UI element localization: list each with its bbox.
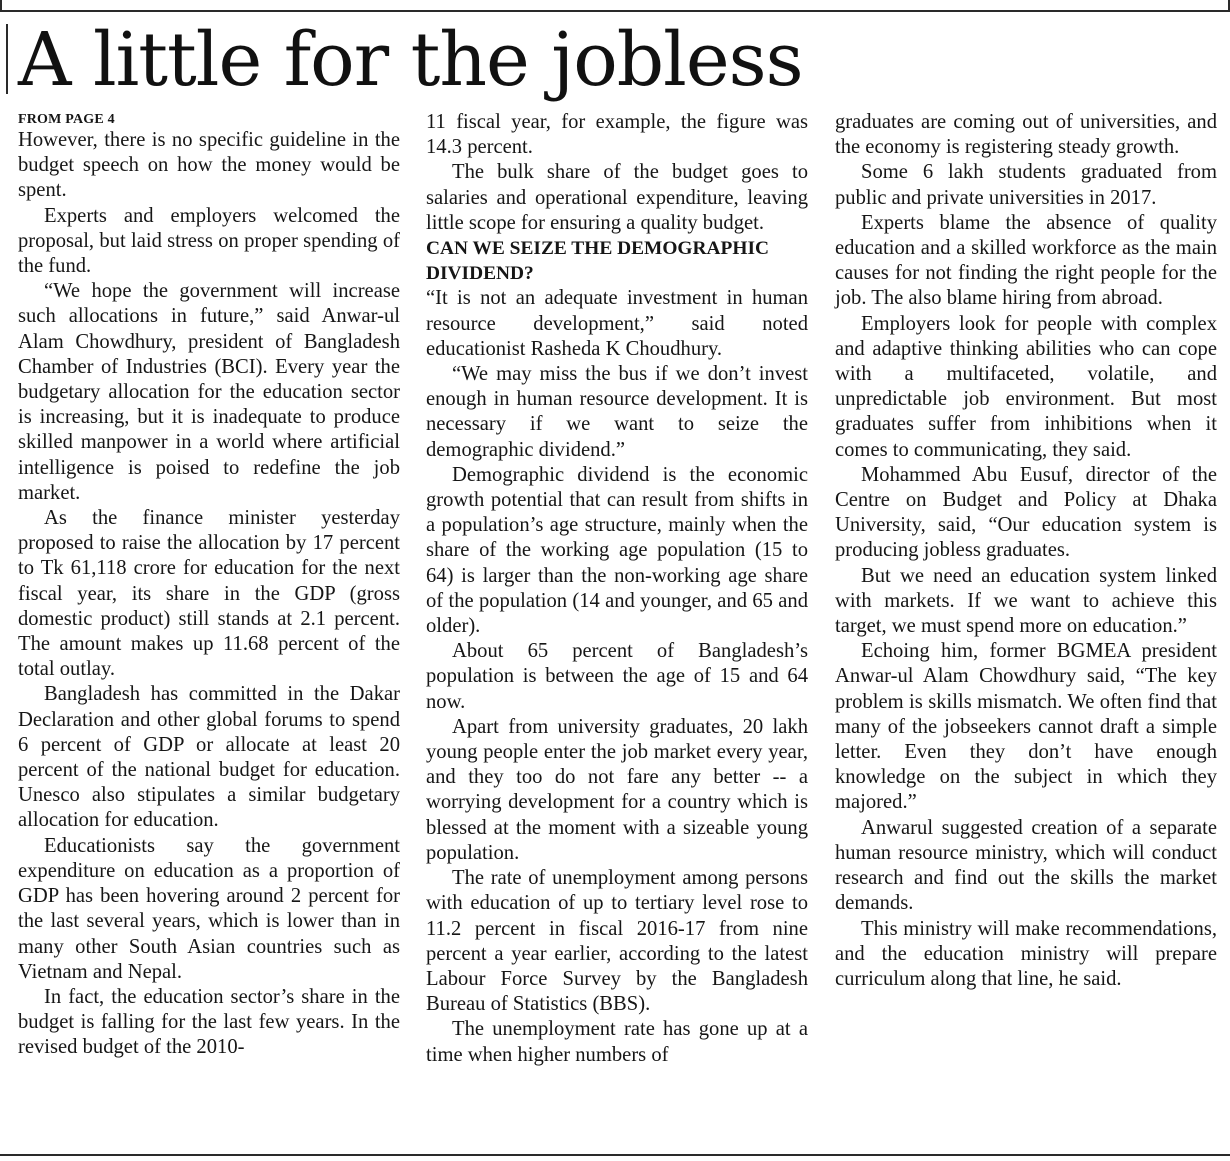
paragraph: Demographic dividend is the economic growth potential that can result from shifts in a population’s age structure, mainly when the share of the working age population (15 to 64) is larger than the non-working age share of the population (14 and younger, and 65 and older).	[426, 463, 808, 638]
paragraph: But we need an education system linked with markets. If we want to achieve this target, we must spend more on education.”	[835, 564, 1217, 638]
paragraph: 11 fiscal year, for example, the figure was 14.3 percent.	[426, 111, 808, 159]
paragraph: “It is not an adequate investment in human resource development,” said noted educationist Rasheda K Choudhury.	[426, 287, 808, 360]
left-border-rule	[6, 24, 8, 94]
paragraph: Anwarul suggested creation of a separate human resource ministry, which will conduct research and find out the skills the market demands.	[835, 816, 1217, 915]
bottom-border-rule	[0, 1154, 1230, 1156]
article-headline: A little for the jobless	[18, 17, 803, 103]
paragraph: About 65 percent of Bangladesh’s population is between the age of 15 and 64 now.	[426, 640, 808, 713]
paragraph: The unemployment rate has gone up at a time when higher numbers of	[426, 1018, 808, 1066]
paragraph: This ministry will make recommendations, and the education ministry will prepare curriculum along that line, he said.	[835, 917, 1217, 990]
paragraph: In fact, the education sector’s share in the budget is falling for the last few years. In the revised budget of the 2010-	[18, 985, 400, 1059]
paragraph: As the finance minister yesterday proposed to raise the allocation by 17 percent to Tk 61,118 crore for education for the next fiscal year, its share in the GDP (gross domestic product) still stands at 2.1 percent. The amount makes up 11.68 percent of the total outlay.	[18, 507, 400, 681]
paragraph: Apart from university graduates, 20 lakh young people enter the job market every year, and they too do not fare any better -- a worrying development for a country which is blessed at the moment with a sizeable young population.	[426, 715, 808, 864]
paragraph: Some 6 lakh students graduated from public and private universities in 2017.	[835, 161, 1217, 209]
continued-from-label: FROM PAGE 4	[18, 112, 115, 127]
article-column-1	[18, 110, 400, 1061]
paragraph: Echoing him, former BGMEA president Anwar-ul Alam Chowdhury said, “The key problem is skills mismatch. We often find that many of the jobseekers cannot draft a simple letter. Even they don’t have enough knowledge on the subject in which they majored.”	[835, 640, 1217, 814]
paragraph: Experts blame the absence of quality education and a skilled workforce as the main causes for not finding the right people for the job. The also blame hiring from abroad.	[835, 211, 1217, 310]
paragraph: Mohammed Abu Eusuf, director of the Centre on Budget and Policy at Dhaka University, said, “Our education system is producing jobless graduates.	[835, 463, 1217, 562]
paragraph: However, there is no specific guideline in the budget speech on how the money would be spent.	[18, 129, 400, 202]
article-column-3	[835, 110, 1217, 992]
paragraph: Experts and employers welcomed the proposal, but laid stress on proper spending of the fund.	[18, 204, 400, 278]
paragraph: Employers look for people with complex and adaptive thinking abilities who can cope with a multifaceted, volatile, and unpredictable job environment. But most graduates suffer from inhibitions when it comes to communicating, they said.	[835, 312, 1217, 461]
paragraph: graduates are coming out of universities, and the economy is registering steady growth.	[835, 111, 1217, 159]
paragraph: “We hope the government will increase such allocations in future,” said Anwar-ul Alam Chowdhury, president of Bangladesh Chamber of Industries (BCI). Every year the budgetary allocation for the education sector is increasing, but it is inadequate to produce skilled manpower in a world where artificial intelligence is poised to redefine the job market.	[18, 280, 400, 504]
top-border-rule	[0, 0, 1230, 12]
section-subhead: CAN WE SEIZE THE DEMOGRAPHIC DIVIDEND?	[426, 238, 769, 285]
paragraph: The bulk share of the budget goes to salaries and operational expenditure, leaving little scope for ensuring a quality budget.	[426, 161, 808, 234]
paragraph: Educationists say the government expenditure on education as a proportion of GDP has been hovering around 2 percent for the last several years, which is lower than in many other South Asian countries such as Vietnam and Nepal.	[18, 834, 400, 983]
article-column-2	[426, 110, 808, 1068]
paragraph: The rate of unemployment among persons with education of up to tertiary level rose to 11.2 percent in fiscal 2016-17 from nine percent a year earlier, according to the latest Labour Force Survey by the Bangladesh Bureau of Statistics (BBS).	[426, 867, 808, 1016]
paragraph: Bangladesh has committed in the Dakar Declaration and other global forums to spend 6 percent of GDP or allocate at least 20 percent of the national budget for education. Unesco also stipulates a similar budgetary allocation for education.	[18, 683, 400, 832]
paragraph: “We may miss the bus if we don’t invest enough in human resource development. It is necessary if we want to seize the demographic dividend.”	[426, 363, 808, 461]
